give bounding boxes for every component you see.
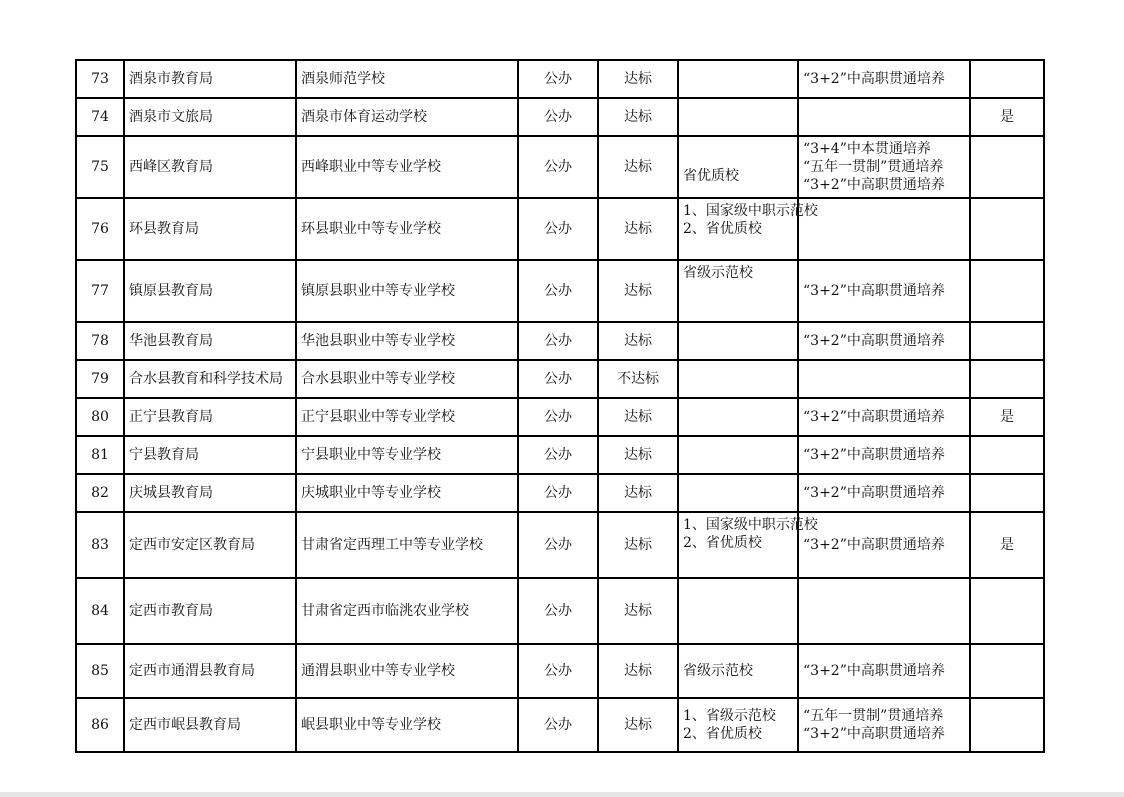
standard-status: 达标 <box>598 578 678 644</box>
school-name: 正宁县职业中等专业学校 <box>296 398 518 436</box>
department-name: 合水县教育和科学技术局 <box>124 360 296 398</box>
table-row <box>76 198 1044 260</box>
training-program <box>798 644 970 698</box>
flag-yes <box>970 578 1044 644</box>
training-program <box>798 260 970 322</box>
school-type: 公办 <box>518 512 598 578</box>
training-program-line: “3+2”中高职贯通培养 <box>803 177 945 193</box>
school-table <box>75 59 1045 753</box>
row-number: 77 <box>76 260 124 322</box>
flag-yes <box>970 644 1044 698</box>
row-number: 86 <box>76 698 124 752</box>
school-name: 甘肃省定西理工中等专业学校 <box>296 512 518 578</box>
qualification-line: 省级示范校 <box>683 265 753 281</box>
table-row <box>76 260 1044 322</box>
standard-status: 达标 <box>598 136 678 198</box>
standard-status: 达标 <box>598 512 678 578</box>
training-program-line: “五年一贯制”贯通培养 <box>803 159 944 175</box>
table-body <box>76 60 1044 752</box>
qualification-line: 省优质校 <box>683 168 739 184</box>
table-row <box>76 512 1044 578</box>
department-name: 正宁县教育局 <box>124 398 296 436</box>
table-row <box>76 474 1044 512</box>
row-number: 79 <box>76 360 124 398</box>
department-name: 镇原县教育局 <box>124 260 296 322</box>
training-program <box>798 136 970 198</box>
flag-yes: 是 <box>970 512 1044 578</box>
school-type: 公办 <box>518 322 598 360</box>
table-row <box>76 322 1044 360</box>
flag-yes <box>970 136 1044 198</box>
school-type: 公办 <box>518 698 598 752</box>
school-name: 庆城职业中等专业学校 <box>296 474 518 512</box>
table-row <box>76 98 1044 136</box>
training-program <box>798 398 970 436</box>
qualification-line: 省级示范校 <box>683 663 753 679</box>
qualification <box>678 698 798 752</box>
qualification <box>678 644 798 698</box>
table-row <box>76 698 1044 752</box>
standard-status: 达标 <box>598 436 678 474</box>
standard-status: 达标 <box>598 698 678 752</box>
qualification-line: 2、省优质校 <box>683 726 762 742</box>
training-program <box>798 474 970 512</box>
training-program-line: “3+2”中高职贯通培养 <box>803 726 945 742</box>
table-row <box>76 60 1044 98</box>
standard-status: 不达标 <box>598 360 678 398</box>
school-type: 公办 <box>518 474 598 512</box>
department-name: 西峰区教育局 <box>124 136 296 198</box>
row-number: 84 <box>76 578 124 644</box>
school-name: 宁县职业中等专业学校 <box>296 436 518 474</box>
qualification <box>678 322 798 360</box>
training-program-line: “3+2”中高职贯通培养 <box>803 447 945 463</box>
qualification <box>678 136 798 198</box>
school-type: 公办 <box>518 360 598 398</box>
qualification <box>678 578 798 644</box>
training-program <box>798 322 970 360</box>
standard-status: 达标 <box>598 198 678 260</box>
training-program-line: “3+4”中本贯通培养 <box>803 141 931 157</box>
qualification-line: 1、省级示范校 <box>683 708 776 724</box>
standard-status: 达标 <box>598 398 678 436</box>
qualification <box>678 60 798 98</box>
school-type: 公办 <box>518 98 598 136</box>
department-name: 定西市通渭县教育局 <box>124 644 296 698</box>
school-name: 环县职业中等专业学校 <box>296 198 518 260</box>
school-name: 酒泉市体育运动学校 <box>296 98 518 136</box>
row-number: 81 <box>76 436 124 474</box>
school-name: 镇原县职业中等专业学校 <box>296 260 518 322</box>
flag-yes <box>970 474 1044 512</box>
qualification-line: 2、省优质校 <box>683 535 762 551</box>
department-name: 酒泉市文旅局 <box>124 98 296 136</box>
table-row <box>76 644 1044 698</box>
training-program-line: “3+2”中高职贯通培养 <box>803 283 945 299</box>
school-type: 公办 <box>518 260 598 322</box>
qualification <box>678 198 818 260</box>
training-program <box>798 198 970 260</box>
qualification-line: 1、国家级中职示范校 <box>683 517 818 533</box>
school-type: 公办 <box>518 60 598 98</box>
department-name: 环县教育局 <box>124 198 296 260</box>
school-type: 公办 <box>518 198 598 260</box>
standard-status: 达标 <box>598 98 678 136</box>
training-program <box>798 698 970 752</box>
training-program <box>798 360 970 398</box>
school-name: 甘肃省定西市临洮农业学校 <box>296 578 518 644</box>
flag-yes <box>970 260 1044 322</box>
training-program <box>798 60 970 98</box>
qualification <box>678 360 798 398</box>
school-type: 公办 <box>518 436 598 474</box>
row-number: 76 <box>76 198 124 260</box>
table-row <box>76 578 1044 644</box>
training-program <box>798 98 970 136</box>
training-program <box>798 578 970 644</box>
table-row <box>76 360 1044 398</box>
training-program <box>798 512 970 578</box>
row-number: 74 <box>76 98 124 136</box>
training-program-line: “3+2”中高职贯通培养 <box>803 409 945 425</box>
qualification <box>678 98 798 136</box>
row-number: 82 <box>76 474 124 512</box>
flag-yes <box>970 198 1044 260</box>
row-number: 78 <box>76 322 124 360</box>
school-type: 公办 <box>518 578 598 644</box>
training-program-line: “3+2”中高职贯通培养 <box>803 485 945 501</box>
training-program-line: “3+2”中高职贯通培养 <box>803 537 945 553</box>
qualification <box>678 436 798 474</box>
page-bottom-edge <box>0 792 1124 797</box>
flag-yes: 是 <box>970 398 1044 436</box>
qualification <box>678 398 798 436</box>
flag-yes <box>970 360 1044 398</box>
qualification-line: 2、省优质校 <box>683 221 762 237</box>
standard-status: 达标 <box>598 260 678 322</box>
qualification <box>678 512 818 578</box>
department-name: 庆城县教育局 <box>124 474 296 512</box>
table-row <box>76 136 1044 198</box>
standard-status: 达标 <box>598 60 678 98</box>
standard-status: 达标 <box>598 474 678 512</box>
training-program <box>798 436 970 474</box>
school-name: 酒泉师范学校 <box>296 60 518 98</box>
school-type: 公办 <box>518 398 598 436</box>
training-program-line: “3+2”中高职贯通培养 <box>803 333 945 349</box>
table-row <box>76 398 1044 436</box>
school-name: 通渭县职业中等专业学校 <box>296 644 518 698</box>
department-name: 宁县教育局 <box>124 436 296 474</box>
department-name: 定西市教育局 <box>124 578 296 644</box>
table-row <box>76 436 1044 474</box>
department-name: 定西市安定区教育局 <box>124 512 296 578</box>
row-number: 80 <box>76 398 124 436</box>
standard-status: 达标 <box>598 644 678 698</box>
flag-yes <box>970 698 1044 752</box>
row-number: 75 <box>76 136 124 198</box>
row-number: 73 <box>76 60 124 98</box>
flag-yes: 是 <box>970 98 1044 136</box>
standard-status: 达标 <box>598 322 678 360</box>
qualification-line: 1、国家级中职示范校 <box>683 203 818 219</box>
school-name: 岷县职业中等专业学校 <box>296 698 518 752</box>
flag-yes <box>970 322 1044 360</box>
training-program-line: “3+2”中高职贯通培养 <box>803 71 945 87</box>
row-number: 85 <box>76 644 124 698</box>
flag-yes <box>970 60 1044 98</box>
school-name: 西峰职业中等专业学校 <box>296 136 518 198</box>
department-name: 华池县教育局 <box>124 322 296 360</box>
department-name: 定西市岷县教育局 <box>124 698 296 752</box>
qualification <box>678 260 798 322</box>
training-program-line: “3+2”中高职贯通培养 <box>803 663 945 679</box>
row-number: 83 <box>76 512 124 578</box>
school-name: 华池县职业中等专业学校 <box>296 322 518 360</box>
school-type: 公办 <box>518 644 598 698</box>
department-name: 酒泉市教育局 <box>124 60 296 98</box>
training-program-line: “五年一贯制”贯通培养 <box>803 708 944 724</box>
school-type: 公办 <box>518 136 598 198</box>
school-name: 合水县职业中等专业学校 <box>296 360 518 398</box>
flag-yes <box>970 436 1044 474</box>
qualification <box>678 474 798 512</box>
